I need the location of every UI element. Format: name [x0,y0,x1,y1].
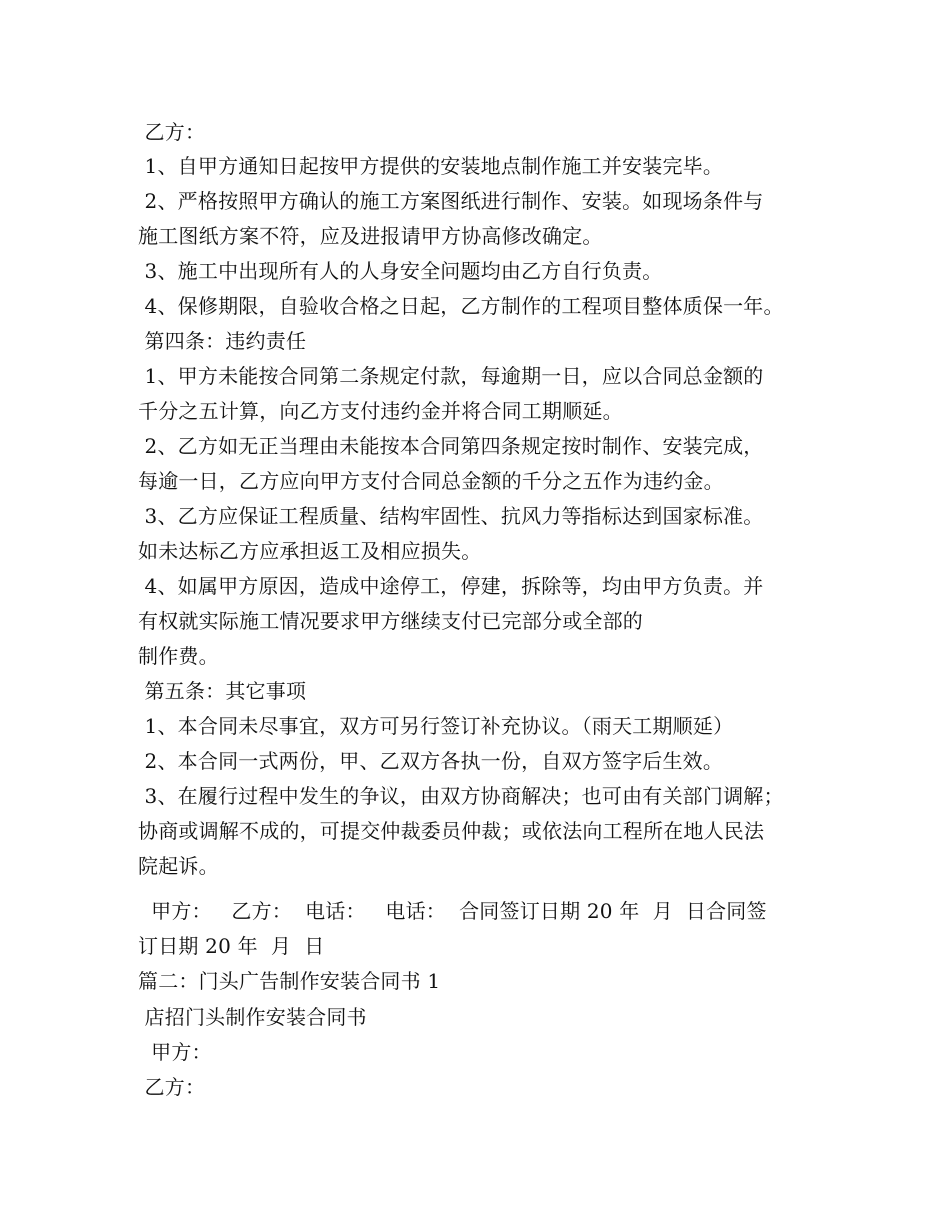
clause-line: 制作费。 [138,644,219,668]
contract-title: 店招门头制作安装合同书 [138,1005,367,1029]
section-two-heading: 篇二：门头广告制作安装合同书 1 [138,969,441,993]
article-five-heading: 第五条：其它事项 [138,679,307,703]
article-four-heading: 第四条：违约责任 [138,329,307,353]
clause-line: 2、本合同一式两份，甲、乙双方各执一份，自双方签字后生效。 [138,749,724,773]
clause-line: 如未达标乙方应承担返工及相应损失。 [138,539,482,563]
party-b-label: 乙方： [138,1075,206,1099]
clause-line: 施工图纸方案不符，应及进报请甲方协高修改确定。 [138,224,603,248]
clause-line: 1、本合同未尽事宜，双方可另行签订补充协议。（雨天工期顺延） [138,714,734,738]
clause-line: 2、严格按照甲方确认的施工方案图纸进行制作、安装。如现场条件与 [138,189,764,213]
clause-line: 4、如属甲方原因，造成中途停工，停建，拆除等，均由甲方负责。并 [138,574,764,598]
signature-line: 订日期 20 年 月 日 [138,934,325,958]
clause-line: 3、在履行过程中发生的争议，由双方协商解决；也可由有关部门调解； [138,784,784,808]
clause-line: 3、施工中出现所有人的人身安全问题均由乙方自行负责。 [138,259,663,283]
clause-line: 千分之五计算，向乙方支付违约金并将合同工期顺延。 [138,399,623,423]
clause-line: 1、自甲方通知日起按甲方提供的安装地点制作施工并安装完毕。 [138,154,724,178]
clause-line: 3、乙方应保证工程质量、结构牢固性、抗风力等指标达到国家标准。 [138,504,764,528]
clause-line: 有权就实际施工情况要求甲方继续支付已完部分或全部的 [138,609,643,633]
clause-line: 协商或调解不成的，可提交仲裁委员仲裁；或依法向工程所在地人民法 [138,819,765,843]
party-b-heading: 乙方： [138,120,206,144]
clause-line: 1、甲方未能按合同第二条规定付款，每逾期一日，应以合同总金额的 [138,364,764,388]
party-a-label: 甲方： [138,1040,212,1064]
clause-line: 2、乙方如无正当理由未能按本合同第四条规定按时制作、安装完成， [138,434,764,458]
clause-line: 院起诉。 [138,854,219,878]
signature-line: 甲方： 乙方： 电话： 电话： 合同签订日期 20 年 月 日合同签 [138,899,767,923]
clause-line: 4、保修期限，自验收合格之日起，乙方制作的工程项目整体质保一年。 [138,294,784,318]
clause-line: 每逾一日，乙方应向甲方支付合同总金额的千分之五作为违约金。 [138,469,724,493]
